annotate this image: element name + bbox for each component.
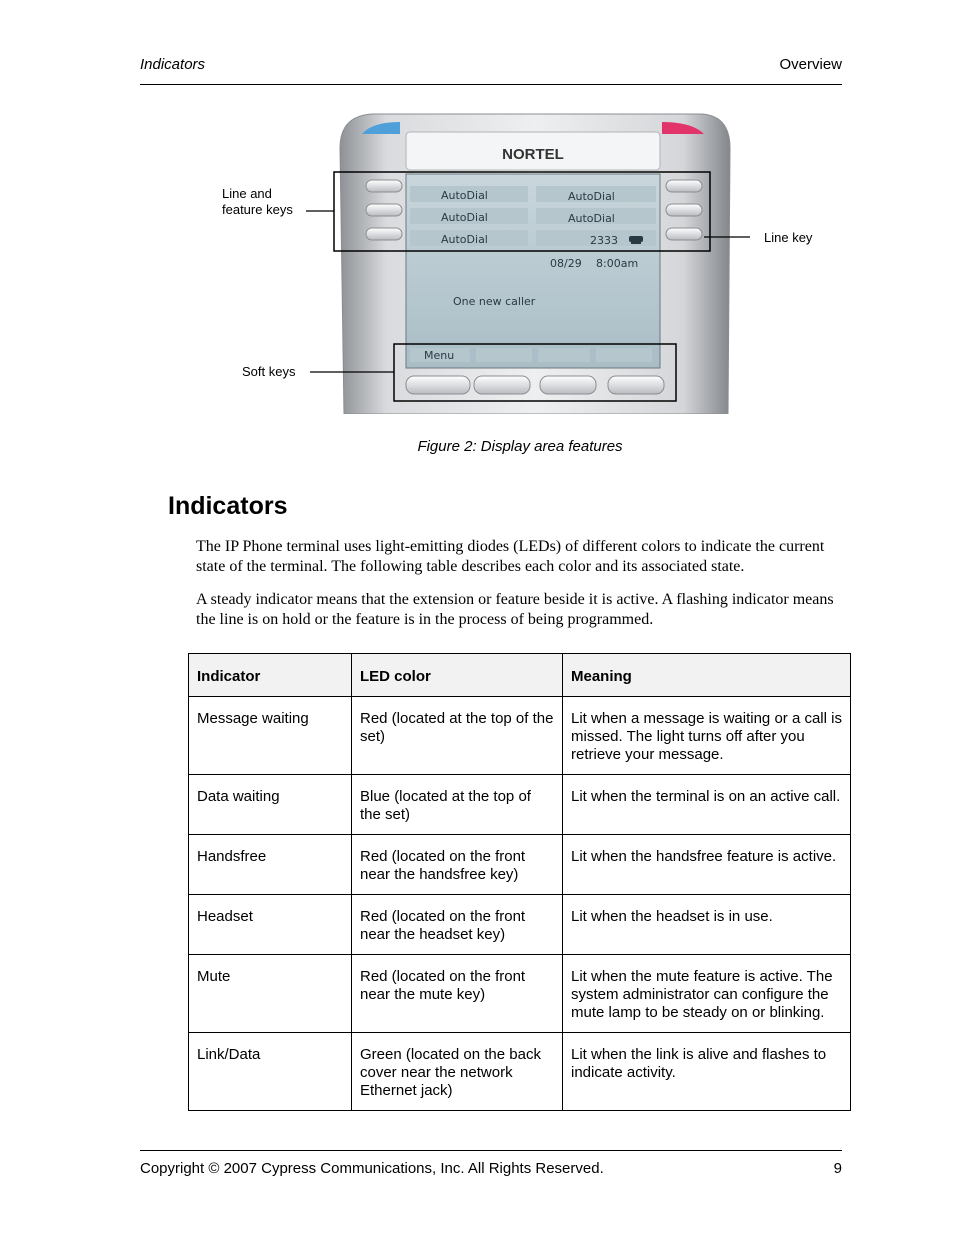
table-row [189, 955, 851, 1033]
table-row [189, 775, 851, 835]
table-cell: Lit when the mute feature is active. The system administrator can configure the mute lamp to be steady on or blinking. [563, 955, 851, 1033]
line-key-right-2 [666, 204, 702, 216]
display-time: 8:00am [596, 257, 639, 270]
paragraph-steady-flashing: A steady indicator means that the extension or feature beside it is active. A flashing indicator means the line is on hold or the feature is in the process of being programmed. [196, 591, 834, 628]
phone-handset-icon [629, 236, 643, 244]
running-header-section: Indicators [140, 56, 206, 73]
soft-key-2 [474, 376, 530, 394]
line-label-left-2: AutoDial [441, 211, 488, 224]
softkey-label-menu: Menu [424, 349, 455, 362]
table-cell: Lit when the headset is in use. [563, 895, 851, 955]
table-cell: Headset [189, 895, 352, 955]
table-cell: Mute [189, 955, 352, 1033]
table-cell: Message waiting [189, 697, 352, 775]
display-message: One new caller [453, 295, 536, 308]
table-cell: Blue (located at the top of the set) [352, 775, 563, 835]
table-cell: Red (located on the front near the mute key) [352, 955, 563, 1033]
soft-key-1 [406, 376, 470, 394]
figure-caption: Figure 2: Display area features [417, 438, 623, 455]
line-label-right-2: AutoDial [568, 212, 615, 225]
line-label-left-1: AutoDial [441, 189, 488, 202]
table-cell: Handsfree [189, 835, 352, 895]
table-row [189, 1033, 851, 1111]
callout-soft-keys: Soft keys [242, 364, 296, 379]
soft-key-3 [540, 376, 596, 394]
soft-key-4 [608, 376, 664, 394]
line-key-right-1 [666, 180, 702, 192]
table-row [189, 697, 851, 775]
phone-illustration [222, 108, 822, 414]
line-label-left-3: AutoDial [441, 233, 488, 246]
callout-line-feature-keys: Line and feature keys [222, 186, 293, 217]
section-heading: Indicators [168, 492, 288, 520]
column-header: LED color [352, 654, 563, 697]
line-key-left-2 [366, 204, 402, 216]
table-cell: Red (located on the front near the handsfree key) [352, 835, 563, 895]
table-cell: Red (located on the front near the headset key) [352, 895, 563, 955]
column-header: Indicator [189, 654, 352, 697]
display-date: 08/29 [550, 257, 582, 270]
table-row [189, 835, 851, 895]
table-header-row [189, 654, 851, 697]
paragraph-intro: The IP Phone terminal uses light-emitting diodes (LEDs) of different colors to indicate the current state of the terminal. The following table describes each color and its associated state. [196, 538, 825, 575]
table-cell: Data waiting [189, 775, 352, 835]
table-cell: Lit when the handsfree feature is active. [563, 835, 851, 895]
line-key-left-3 [366, 228, 402, 240]
footer-rule [140, 1150, 842, 1151]
running-header-chapter: Overview [779, 56, 842, 73]
table-cell: Red (located at the top of the set) [352, 697, 563, 775]
callout-line-key: Line key [764, 230, 813, 245]
table-cell: Lit when the terminal is on an active call. [563, 775, 851, 835]
line-label-right-1: AutoDial [568, 190, 615, 203]
phone-display-figure [222, 108, 822, 414]
line-key-right-3 [666, 228, 702, 240]
indicators-table [188, 653, 851, 1111]
table-cell: Link/Data [189, 1033, 352, 1111]
column-header: Meaning [563, 654, 851, 697]
brand-logo: NORTEL [502, 146, 564, 163]
copyright-notice: Copyright © 2007 Cypress Communications, Inc. All Rights Reserved. [140, 1160, 604, 1177]
table-cell: Lit when a message is waiting or a call is missed. The light turns off after you retrieve your message. [563, 697, 851, 775]
table-cell: Green (located on the back cover near the network Ethernet jack) [352, 1033, 563, 1111]
table-row [189, 895, 851, 955]
table-cell: Lit when the link is alive and flashes to indicate activity. [563, 1033, 851, 1111]
page-number: 9 [833, 1160, 842, 1177]
header-rule [140, 84, 842, 85]
line-key-left-1 [366, 180, 402, 192]
line-label-right-3: 2333 [590, 234, 618, 247]
